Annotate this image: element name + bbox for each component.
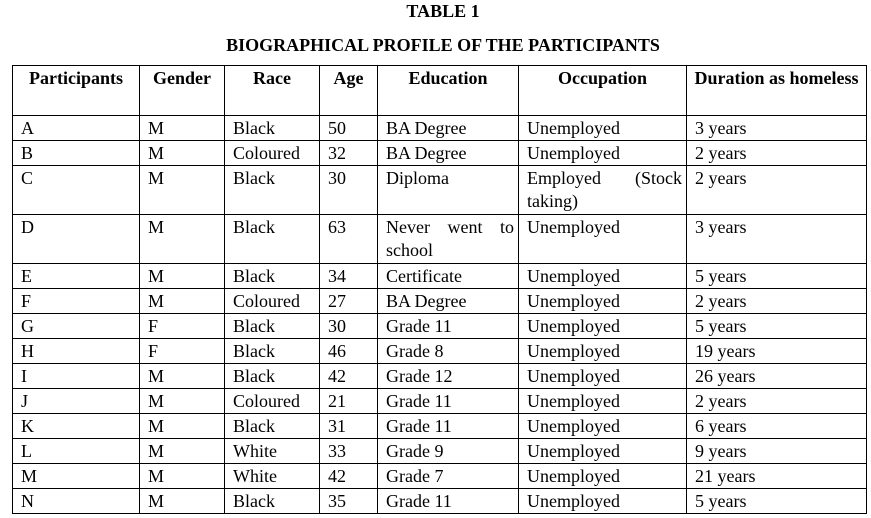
- cell-race: Black: [225, 339, 320, 364]
- cell-education: Grade 11: [378, 314, 519, 339]
- cell-race: Black: [225, 489, 320, 514]
- cell-age: 30: [320, 166, 378, 215]
- cell-duration: 9 years: [687, 439, 867, 464]
- cell-age: 42: [320, 464, 378, 489]
- table-row: [13, 339, 867, 364]
- cell-duration: 26 years: [687, 364, 867, 389]
- cell-duration: 21 years: [687, 464, 867, 489]
- cell-occupation: Unemployed: [519, 264, 687, 289]
- table-row: [13, 166, 867, 215]
- cell-age: 50: [320, 116, 378, 141]
- cell-race: Black: [225, 314, 320, 339]
- table-label: TABLE 1: [406, 1, 480, 21]
- table-title: BIOGRAPHICAL PROFILE OF THE PARTICIPANTS: [226, 35, 660, 55]
- cell-race: White: [225, 464, 320, 489]
- cell-occupation: Unemployed: [519, 464, 687, 489]
- cell-age: 30: [320, 314, 378, 339]
- cell-duration: 2 years: [687, 389, 867, 414]
- cell-race: Coloured: [225, 389, 320, 414]
- table-row: [13, 264, 867, 289]
- table-header: [13, 66, 867, 116]
- table-row: [13, 116, 867, 141]
- cell-race: Black: [225, 414, 320, 439]
- header-row: [13, 66, 867, 116]
- cell-race: Black: [225, 364, 320, 389]
- table-row: [13, 141, 867, 166]
- table-row: [13, 289, 867, 314]
- cell-race: Black: [225, 166, 320, 215]
- cell-participant: I: [13, 364, 140, 389]
- cell-gender: M: [140, 389, 225, 414]
- cell-duration: 19 years: [687, 339, 867, 364]
- cell-occupation: Unemployed: [519, 489, 687, 514]
- cell-age: 32: [320, 141, 378, 166]
- cell-gender: M: [140, 464, 225, 489]
- cell-education: Grade 7: [378, 464, 519, 489]
- cell-participant: G: [13, 314, 140, 339]
- cell-participant: H: [13, 339, 140, 364]
- cell-gender: F: [140, 339, 225, 364]
- cell-participant: A: [13, 116, 140, 141]
- cell-duration: 6 years: [687, 414, 867, 439]
- cell-education: Grade 9: [378, 439, 519, 464]
- header-duration: Duration as homeless: [687, 66, 867, 116]
- cell-race: Black: [225, 264, 320, 289]
- cell-race: Black: [225, 215, 320, 264]
- header-age: Age: [320, 66, 378, 116]
- cell-age: 42: [320, 364, 378, 389]
- header-race: Race: [225, 66, 320, 116]
- cell-occupation: Unemployed: [519, 364, 687, 389]
- table-row: [13, 489, 867, 514]
- header-participants: Participants: [13, 66, 140, 116]
- cell-occupation: Unemployed: [519, 414, 687, 439]
- cell-occupation: Unemployed: [519, 116, 687, 141]
- table-row: [13, 414, 867, 439]
- cell-occupation: Unemployed: [519, 389, 687, 414]
- cell-participant: J: [13, 389, 140, 414]
- header-occupation: Occupation: [519, 66, 687, 116]
- cell-occupation: Employed (Stock taking): [519, 166, 687, 215]
- cell-gender: F: [140, 314, 225, 339]
- cell-gender: M: [140, 364, 225, 389]
- cell-gender: M: [140, 141, 225, 166]
- table-row: [13, 215, 867, 264]
- cell-occupation: Unemployed: [519, 314, 687, 339]
- table-body: [13, 116, 867, 514]
- cell-duration: 5 years: [687, 264, 867, 289]
- cell-participant: B: [13, 141, 140, 166]
- cell-duration: 2 years: [687, 166, 867, 215]
- table-row: [13, 364, 867, 389]
- cell-education: Grade 11: [378, 389, 519, 414]
- cell-gender: M: [140, 264, 225, 289]
- cell-gender: M: [140, 439, 225, 464]
- cell-gender: M: [140, 489, 225, 514]
- cell-occupation: Unemployed: [519, 215, 687, 264]
- cell-education: Grade 11: [378, 489, 519, 514]
- cell-gender: M: [140, 215, 225, 264]
- header-education: Education: [378, 66, 519, 116]
- cell-duration: 2 years: [687, 289, 867, 314]
- cell-race: Black: [225, 116, 320, 141]
- cell-duration: 5 years: [687, 314, 867, 339]
- cell-education: BA Degree: [378, 141, 519, 166]
- cell-gender: M: [140, 166, 225, 215]
- cell-education: Certificate: [378, 264, 519, 289]
- cell-occupation: Unemployed: [519, 439, 687, 464]
- cell-age: 35: [320, 489, 378, 514]
- cell-participant: D: [13, 215, 140, 264]
- cell-education: Grade 11: [378, 414, 519, 439]
- participants-table: [12, 65, 867, 514]
- cell-participant: E: [13, 264, 140, 289]
- cell-race: Coloured: [225, 141, 320, 166]
- table-row: [13, 464, 867, 489]
- cell-gender: M: [140, 414, 225, 439]
- cell-education: BA Degree: [378, 289, 519, 314]
- cell-duration: 2 years: [687, 141, 867, 166]
- cell-occupation: Unemployed: [519, 289, 687, 314]
- cell-education: Grade 12: [378, 364, 519, 389]
- cell-age: 27: [320, 289, 378, 314]
- cell-gender: M: [140, 116, 225, 141]
- cell-education: BA Degree: [378, 116, 519, 141]
- cell-occupation: Unemployed: [519, 339, 687, 364]
- table-row: [13, 314, 867, 339]
- cell-age: 34: [320, 264, 378, 289]
- cell-education: Never went to school: [378, 215, 519, 264]
- cell-participant: F: [13, 289, 140, 314]
- cell-participant: C: [13, 166, 140, 215]
- cell-education: Grade 8: [378, 339, 519, 364]
- cell-age: 46: [320, 339, 378, 364]
- cell-occupation: Unemployed: [519, 141, 687, 166]
- cell-participant: N: [13, 489, 140, 514]
- cell-duration: 3 years: [687, 116, 867, 141]
- cell-age: 33: [320, 439, 378, 464]
- cell-race: Coloured: [225, 289, 320, 314]
- cell-duration: 3 years: [687, 215, 867, 264]
- cell-duration: 5 years: [687, 489, 867, 514]
- cell-gender: M: [140, 289, 225, 314]
- cell-age: 63: [320, 215, 378, 264]
- cell-age: 21: [320, 389, 378, 414]
- table-row: [13, 389, 867, 414]
- cell-age: 31: [320, 414, 378, 439]
- cell-race: White: [225, 439, 320, 464]
- cell-participant: M: [13, 464, 140, 489]
- cell-participant: L: [13, 439, 140, 464]
- table-row: [13, 439, 867, 464]
- cell-participant: K: [13, 414, 140, 439]
- cell-education: Diploma: [378, 166, 519, 215]
- header-gender: Gender: [140, 66, 225, 116]
